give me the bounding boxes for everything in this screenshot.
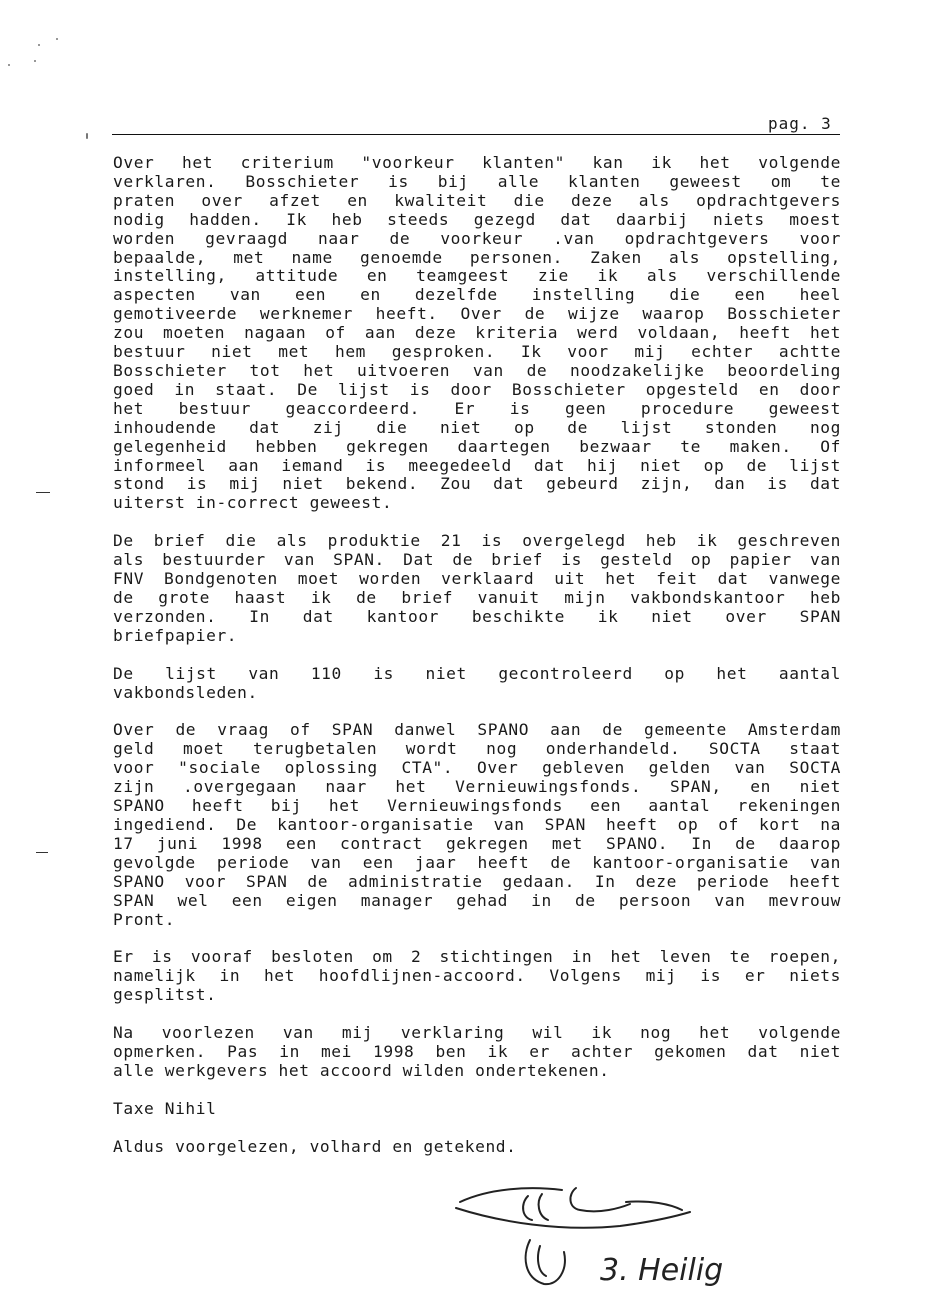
- text-line: Bosschieter tot het uitvoeren van de noodzakelijke beoordeling: [113, 360, 841, 380]
- paragraph: [113, 1100, 841, 1119]
- header-rule: [112, 134, 840, 135]
- text-line: inhoudende dat zij die niet op de lijst stonden nog: [113, 417, 841, 437]
- paragraph: [113, 721, 841, 929]
- scan-speck: [86, 133, 88, 139]
- text-line: stond is mij niet bekend. Zou dat gebeurd zijn, dan is dat: [113, 474, 841, 494]
- text-line: zou moeten nagaan of aan deze kriteria werd voldaan, heeft het: [113, 323, 841, 343]
- paragraph: [113, 154, 841, 513]
- text-line: gevolgde periode van een jaar heeft de kantoor-organisatie van: [113, 852, 841, 872]
- text-line: briefpapier.: [113, 625, 238, 645]
- text-line: SPANO voor SPAN de administratie gedaan. In deze periode heeft: [113, 871, 841, 891]
- text-line: de grote haast ik de brief vanuit mijn vakbondskantoor heb: [113, 587, 841, 607]
- body-text: [113, 154, 841, 1176]
- text-line: als bestuurder van SPAN. Dat de brief is gesteld op papier van: [113, 550, 841, 570]
- handwritten-signature: [450, 1160, 750, 1300]
- text-line: het bestuur geaccordeerd. Er is geen procedure geweest: [113, 398, 841, 418]
- margin-mark: [36, 852, 48, 853]
- paragraph: [113, 532, 841, 645]
- text-line: Over het criterium "voorkeur klanten" kan ik het volgende: [113, 153, 841, 172]
- text-line: goed in staat. De lijst is door Bosschieter opgesteld en door: [113, 379, 841, 399]
- text-line: informeel aan iemand is meegedeeld dat hij niet op de lijst: [113, 455, 841, 475]
- scan-speck: [56, 38, 58, 40]
- text-line: gelegenheid hebben gekregen daartegen bezwaar te maken. Of: [113, 436, 841, 456]
- paragraph: [113, 948, 841, 1005]
- page-number: pag. 3: [768, 114, 832, 133]
- paragraph: [113, 1024, 841, 1081]
- paragraph: [113, 665, 841, 703]
- text-line: gesplitst.: [113, 985, 217, 1005]
- text-line: ingediend. De kantoor-organisatie van SPAN heeft op of kort na: [113, 815, 841, 834]
- text-line: Na voorlezen van mij verklaring wil ik nog het volgende: [113, 1023, 841, 1043]
- text-line: SPAN wel een eigen manager gehad in de persoon van mevrouw: [113, 890, 841, 910]
- text-line: instelling, attitude en teamgeest zie ik als verschillende: [113, 266, 841, 286]
- scan-speck: [34, 60, 36, 62]
- text-line: Er is vooraf besloten om 2 stichtingen in het leven te roepen,: [113, 947, 841, 967]
- text-line: De brief die als produktie 21 is overgelegd heb ik geschreven: [113, 531, 841, 551]
- margin-mark: [36, 492, 50, 493]
- text-line: worden gevraagd naar de voorkeur .van opdrachtgevers voor: [113, 228, 841, 248]
- text-line: De lijst van 110 is niet gecontroleerd op het aantal: [113, 663, 841, 683]
- text-line: opmerken. Pas in mei 1998 ben ik er achter gekomen dat niet: [113, 1042, 841, 1062]
- text-line: verzonden. In dat kantoor beschikte ik niet over SPAN: [113, 606, 841, 626]
- text-line: voor "sociale oplossing CTA". Over gebleven gelden van SOCTA: [113, 758, 841, 778]
- text-line: Aldus voorgelezen, volhard en getekend.: [113, 1136, 517, 1156]
- text-line: geld moet terugbetalen wordt nog onderhandeld. SOCTA staat: [113, 739, 841, 759]
- scan-speck: [8, 64, 10, 66]
- text-line: Taxe Nihil: [113, 1098, 217, 1118]
- signature-text: 3. Heilig: [600, 1253, 724, 1288]
- text-line: aspecten van een en dezelfde instelling die een heel: [113, 285, 841, 305]
- text-line: FNV Bondgenoten moet worden verklaard uit het feit dat vanwege: [113, 569, 841, 589]
- text-line: Pront.: [113, 909, 176, 929]
- scan-speck: [38, 44, 40, 46]
- text-line: zijn .overgegaan naar het Vernieuwingsfonds. SPAN, en niet: [113, 777, 841, 797]
- text-line: verklaren. Bosschieter is bij alle klanten geweest om te: [113, 171, 841, 191]
- text-line: namelijk in het hoofdlijnen-accoord. Volgens mij is er niets: [113, 966, 841, 986]
- text-line: alle werkgevers het accoord wilden ondertekenen.: [113, 1060, 610, 1080]
- text-line: 17 juni 1998 een contract gekregen met SPANO. In de daarop: [113, 833, 841, 853]
- text-line: bepaalde, met name genoemde personen. Zaken als opstelling,: [113, 247, 841, 267]
- text-line: nodig hadden. Ik heb steeds gezegd dat daarbij niets moest: [113, 209, 841, 229]
- text-line: uiterst in-correct geweest.: [113, 493, 393, 513]
- text-line: Over de vraag of SPAN danwel SPANO aan de gemeente Amsterdam: [113, 720, 841, 740]
- text-line: bestuur niet met hem gesproken. Ik voor mij echter achtte: [113, 342, 841, 362]
- text-line: SPANO heeft bij het Vernieuwingsfonds een aantal rekeningen: [113, 796, 841, 816]
- text-line: vakbondsleden.: [113, 682, 258, 702]
- paragraph: [113, 1138, 841, 1157]
- text-line: gemotiveerde werknemer heeft. Over de wijze waarop Bosschieter: [113, 304, 841, 324]
- text-line: praten over afzet en kwaliteit die deze als opdrachtgevers: [113, 190, 841, 210]
